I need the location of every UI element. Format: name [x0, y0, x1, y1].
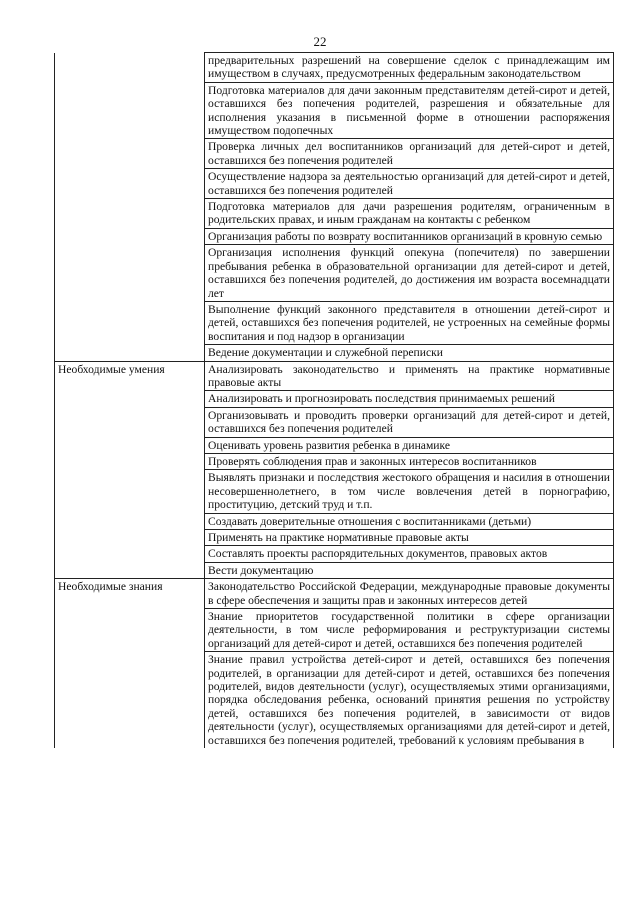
item-text: Применять на практике нормативные правовые акты — [208, 531, 469, 544]
item-cell — [205, 82, 614, 139]
item-cell — [205, 407, 614, 437]
table-row — [55, 579, 614, 609]
item-cell — [205, 345, 614, 361]
item-text: Организовывать и проводить проверки организаций для детей-сирот и детей, оставшихся без попечения родителей — [208, 408, 610, 436]
item-cell — [205, 301, 614, 344]
table-body — [55, 53, 614, 749]
item-cell — [205, 470, 614, 513]
page-number: 22 — [313, 34, 327, 49]
table-row — [55, 513, 614, 529]
table-row — [55, 139, 614, 169]
item-text: Создавать доверительные отношения с воспитанниками (детьми) — [208, 514, 532, 528]
table-row — [55, 530, 614, 546]
item-text: Организация исполнения функций опекуна (попечителя) по завершении пребывания ребенка в образовательной организации для детей-сирот и детей, оставшихся без попечения родителей, до достижения им возраста восемнадцати лет — [208, 246, 610, 300]
item-cell — [205, 169, 614, 199]
item-cell — [205, 228, 614, 244]
item-cell — [205, 437, 614, 453]
item-cell — [205, 530, 614, 546]
item-text: Оценивать уровень развития ребенка в динамике — [208, 438, 450, 452]
section-label-cell — [55, 245, 205, 302]
table-row — [55, 453, 614, 469]
item-text: предварительных разрешений на совершение сделок с принадлежащим им имуществом в случаях, предусмотренных федеральным законодательством — [208, 54, 610, 81]
item-text: Составлять проекты распорядительных документов, правовых актов — [208, 547, 548, 561]
item-cell — [205, 361, 614, 391]
section-label-cell — [55, 53, 205, 83]
section-label-cell — [55, 228, 205, 244]
section-label-cell — [55, 513, 205, 529]
section-label-cell — [55, 579, 205, 609]
item-cell — [205, 453, 614, 469]
table-row — [55, 652, 614, 748]
section-label-cell — [55, 453, 205, 469]
item-cell — [205, 546, 614, 562]
item-cell — [205, 609, 614, 652]
table-row — [55, 245, 614, 302]
item-cell — [205, 199, 614, 229]
section-label-cell — [55, 301, 205, 344]
section-label-cell — [55, 169, 205, 199]
item-text: Проверка личных дел воспитанников организаций для детей-сирот и детей, оставшихся без попечения родителей — [208, 140, 610, 167]
item-text: Знание приоритетов государственной политики в сфере организации деятельности, в том числе реформирования и реструктуризации системы организаций для детей-сирот и детей, оставшихся без попечения родителей — [208, 610, 610, 650]
table-row — [55, 169, 614, 199]
table-row — [55, 361, 614, 391]
section-label-cell — [55, 407, 205, 437]
item-cell — [205, 652, 614, 748]
item-cell — [205, 562, 614, 578]
item-text: Подготовка материалов для дачи разрешения родителям, ограниченным в родительских правах, и иным гражданам на контакты с ребенком — [208, 200, 610, 227]
table-row — [55, 228, 614, 244]
item-text: Проверять соблюдения прав и законных интересов воспитанников — [208, 454, 537, 468]
section-label-cell — [55, 470, 205, 513]
item-text: Подготовка материалов для дачи законным представителям детей-сирот и детей, оставшихся без попечения родителей, разрешения и обязательные для исполнения указания в письменной форме в отношении распоряжения имуществом подопечных — [208, 83, 610, 138]
table-row — [55, 199, 614, 229]
item-cell — [205, 391, 614, 407]
item-text: Выполнение функций законного представителя в отношении детей-сирот и детей, оставшихся без попечения родителей, не устроенных на семейные формы воспитания и под надзор в организации — [208, 302, 610, 343]
section-label-cell — [55, 199, 205, 229]
section-label-cell — [55, 562, 205, 578]
section-label-cell — [55, 652, 205, 748]
section-label-cell — [55, 361, 205, 391]
table-row — [55, 345, 614, 361]
item-cell — [205, 53, 614, 83]
item-text: Законодательство Российской Федерации, международные правовые документы в сфере обеспечения и защиты прав и законных интересов детей — [208, 580, 610, 607]
item-text: Организация работы по возврату воспитанников организаций в кровную семью — [208, 229, 603, 243]
table-row — [55, 391, 614, 407]
section-label-cell — [55, 530, 205, 546]
table-row — [55, 82, 614, 139]
section-label-cell — [55, 437, 205, 453]
table-row — [55, 546, 614, 562]
table-row — [55, 609, 614, 652]
section-label-cell — [55, 345, 205, 361]
item-text: Выявлять признаки и последствия жестокого обращения и насилия в отношении несовершеннолетнего, в том числе вовлечения детей в порнографию, проституцию, детский труд и т.п. — [208, 471, 610, 512]
section-label: Необходимые умения — [58, 362, 165, 376]
table-row — [55, 437, 614, 453]
table-row — [55, 407, 614, 437]
qualification-table — [54, 52, 614, 748]
item-text: Вести документацию — [208, 563, 314, 577]
item-text: Анализировать и прогнозировать последствия принимаемых решений — [208, 392, 555, 406]
section-label-cell — [55, 546, 205, 562]
item-text: Ведение документации и служебной переписки — [208, 346, 443, 360]
section-label: Необходимые знания — [58, 580, 163, 594]
section-label-cell — [55, 609, 205, 652]
section-label-cell — [55, 82, 205, 139]
table-row — [55, 562, 614, 578]
item-text: Знание правил устройства детей-сирот и детей, оставшихся без попечения родителей, в организации для детей-сирот и детей, оставшихся без попечения родителей, видов деятельности (услуг), осуществляемых этими организациями, порядка обследования ребенка, оснований принятия решения по устройству детей, оставшихся без попечения родителей, в зависимости от видов деятельности (услуг), осуществляемых организациями для детей-сирот и детей, оставшихся без попечения родителей, требований к условиям пребывания в — [208, 653, 610, 747]
item-cell — [205, 139, 614, 169]
item-cell — [205, 579, 614, 609]
item-text: Осуществление надзора за деятельностью организаций для детей-сирот и детей, оставшихся без попечения родителей — [208, 170, 610, 197]
table-row — [55, 301, 614, 344]
item-cell — [205, 245, 614, 302]
section-label-cell — [55, 139, 205, 169]
section-label-cell — [55, 391, 205, 407]
table-row — [55, 470, 614, 513]
item-text: Анализировать законодательство и применять на практике нормативные правовые акты — [208, 362, 610, 389]
item-cell — [205, 513, 614, 529]
table-row — [55, 53, 614, 83]
